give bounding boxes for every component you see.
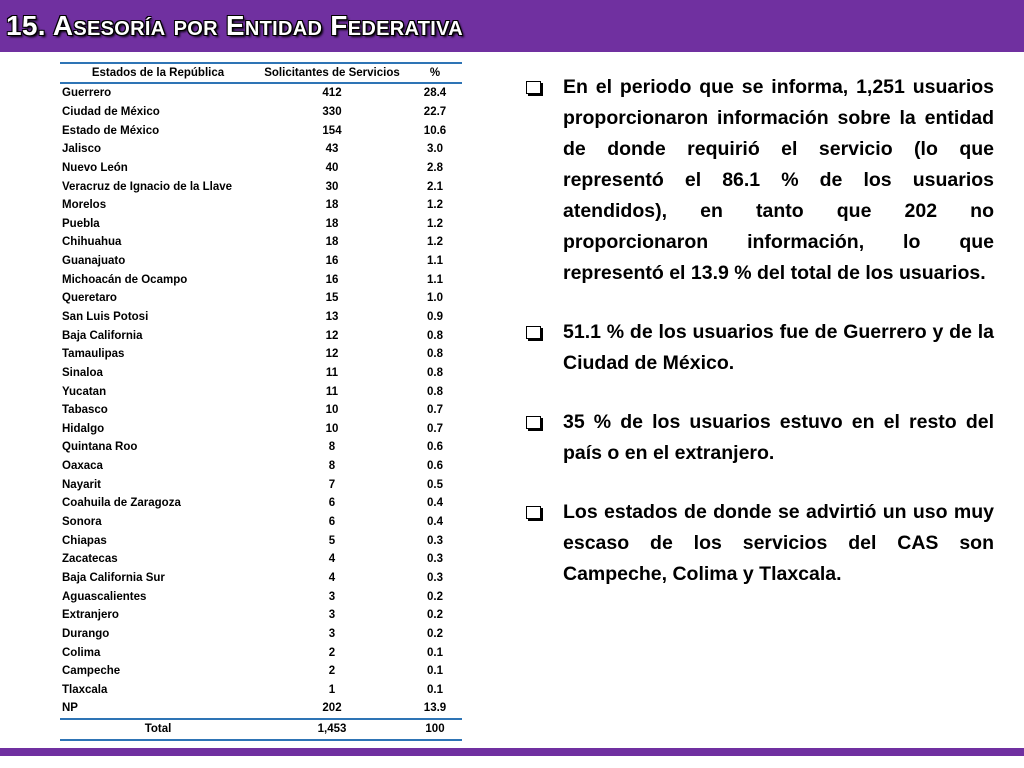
percent-cell: 1.0 xyxy=(427,292,443,305)
requesters-cell: 10 xyxy=(325,422,339,435)
percent-cell: 0.6 xyxy=(427,460,443,473)
state-name-cell: Nuevo León xyxy=(62,161,128,174)
requesters-cell: 412 xyxy=(322,87,342,100)
requesters-cell: 6 xyxy=(328,516,336,529)
bullet-text: En el periodo que se informa, 1,251 usuarios proporcionaron información sobre la entidad de donde requirió el servicio (lo que representó el 86.1 % de los usuarios atendidos), en tanto que 202 no proporcionaron información, lo que representó el 13.9 % del total de los usuarios. xyxy=(563,76,994,284)
requesters-cell: 16 xyxy=(325,273,339,286)
percent-cell: 0.3 xyxy=(427,571,443,584)
table-row xyxy=(60,382,462,401)
requesters-cell: 12 xyxy=(325,348,339,361)
requesters-cell: 4 xyxy=(328,571,336,584)
state-name-cell: Tlaxcala xyxy=(62,683,108,696)
state-name-cell: Oaxaca xyxy=(62,460,103,473)
percent-cell: 0.7 xyxy=(427,404,443,417)
percent-cell: 1.1 xyxy=(427,255,443,268)
requesters-cell: 202 xyxy=(322,702,342,715)
requesters-cell: 40 xyxy=(325,161,339,174)
table-row xyxy=(60,513,462,532)
state-name-cell: Michoacán de Ocampo xyxy=(62,273,188,286)
percent-cell: 2.1 xyxy=(427,180,443,193)
percent-cell: 1.1 xyxy=(427,273,443,286)
state-name-cell: Durango xyxy=(62,627,110,640)
percent-cell: 0.3 xyxy=(427,553,443,566)
table-row xyxy=(60,401,462,420)
table-row xyxy=(60,196,462,215)
state-name-cell: Morelos xyxy=(62,199,107,212)
percent-cell: 1.2 xyxy=(427,217,443,230)
table-row xyxy=(60,457,462,476)
requesters-cell: 11 xyxy=(325,366,339,379)
requesters-cell: 13 xyxy=(325,311,339,323)
table-row xyxy=(60,83,462,103)
table-row xyxy=(60,699,462,719)
percent-cell: 0.8 xyxy=(427,329,443,342)
percent-cell: 0.2 xyxy=(427,590,443,603)
percent-cell: 28.4 xyxy=(423,87,447,100)
table-row xyxy=(60,494,462,513)
requesters-cell: 4 xyxy=(328,553,336,566)
states-table xyxy=(60,62,462,741)
state-name-cell: Estado de México xyxy=(62,124,160,137)
table-row xyxy=(60,103,462,122)
percent-cell: 22.7 xyxy=(423,105,447,118)
percent-cell: 0.7 xyxy=(427,422,443,435)
bullet-text: 35 % de los usuarios estuvo en el resto del país o en el extranjero. xyxy=(563,411,994,464)
percent-cell: 0.2 xyxy=(427,627,443,640)
checkbox-bullet-icon xyxy=(526,506,541,519)
title-bar xyxy=(0,0,1024,52)
table-row xyxy=(60,625,462,644)
table-header-row xyxy=(60,63,462,83)
table-row xyxy=(60,643,462,662)
table-row xyxy=(60,326,462,345)
table-row xyxy=(60,233,462,252)
table-row xyxy=(60,121,462,140)
state-name-cell: Baja California Sur xyxy=(62,571,165,584)
requesters-cell: 2 xyxy=(328,665,336,678)
bullet-item xyxy=(526,407,994,469)
total-percent: 100 xyxy=(408,719,462,740)
requesters-cell: 1 xyxy=(328,683,336,696)
column-header-percent: % xyxy=(408,63,462,83)
state-name-cell: Sinaloa xyxy=(62,366,103,379)
requesters-cell: 3 xyxy=(328,590,336,603)
state-name-cell: Jalisco xyxy=(62,143,101,156)
percent-cell: 0.2 xyxy=(427,609,443,622)
percent-cell: 2.8 xyxy=(427,161,443,174)
percent-cell: 0.4 xyxy=(427,516,443,529)
bullet-item xyxy=(526,317,994,379)
table-row xyxy=(60,569,462,588)
total-label: Total xyxy=(60,719,256,740)
state-name-cell: Yucatan xyxy=(62,385,107,398)
percent-cell: 0.8 xyxy=(427,348,443,361)
bullet-list xyxy=(526,72,994,618)
percent-cell: 0.6 xyxy=(427,441,443,454)
checkbox-bullet-icon xyxy=(526,416,541,429)
requesters-cell: 10 xyxy=(325,404,339,417)
column-header-state: Estados de la República xyxy=(60,63,256,83)
state-name-cell: Extranjero xyxy=(62,609,119,622)
state-name-cell: Baja California xyxy=(62,329,143,342)
requesters-cell: 18 xyxy=(325,217,339,230)
bullet-item xyxy=(526,497,994,590)
percent-cell: 0.1 xyxy=(427,683,443,696)
table-row xyxy=(60,270,462,289)
checkbox-bullet-icon xyxy=(526,326,541,339)
state-name-cell: Queretaro xyxy=(62,292,117,305)
percent-cell: 1.2 xyxy=(427,199,443,212)
requesters-cell: 7 xyxy=(328,478,336,491)
requesters-cell: 12 xyxy=(325,329,339,342)
table-row xyxy=(60,438,462,457)
table-row xyxy=(60,214,462,233)
requesters-cell: 18 xyxy=(325,236,339,249)
bullet-item xyxy=(526,72,994,289)
requesters-cell: 154 xyxy=(322,124,342,137)
percent-cell: 0.3 xyxy=(427,534,443,547)
percent-cell: 10.6 xyxy=(423,124,447,137)
percent-cell: 0.8 xyxy=(427,385,443,398)
requesters-cell: 6 xyxy=(328,497,336,510)
state-name-cell: Campeche xyxy=(62,665,121,678)
table-row xyxy=(60,662,462,681)
table-row xyxy=(60,159,462,178)
state-name-cell: Nayarit xyxy=(62,478,101,491)
page-title: 15. Asesoría por Entidad Federativa xyxy=(6,10,464,41)
table-row xyxy=(60,345,462,364)
state-name-cell: Zacatecas xyxy=(62,553,118,566)
state-name-cell: Guanajuato xyxy=(62,255,126,268)
requesters-cell: 15 xyxy=(325,292,339,305)
state-name-cell: Veracruz de Ignacio de la Llave xyxy=(62,180,233,193)
table-row xyxy=(60,681,462,700)
table-row xyxy=(60,364,462,383)
state-name-cell: Tabasco xyxy=(62,404,108,417)
states-table-container xyxy=(60,62,462,741)
percent-cell: 1.2 xyxy=(427,236,443,249)
table-row xyxy=(60,177,462,196)
state-name-cell: Colima xyxy=(62,646,101,659)
requesters-cell: 16 xyxy=(325,255,339,268)
table-row xyxy=(60,531,462,550)
bullet-text: 51.1 % de los usuarios fue de Guerrero y de la Ciudad de México. xyxy=(563,321,994,374)
requesters-cell: 8 xyxy=(328,441,336,454)
requesters-cell: 11 xyxy=(325,385,339,398)
table-row xyxy=(60,420,462,439)
requesters-cell: 30 xyxy=(325,180,339,193)
state-name-cell: Coahuila de Zaragoza xyxy=(62,497,181,510)
bottom-bar xyxy=(0,748,1024,756)
state-name-cell: Chihuahua xyxy=(62,236,122,249)
table-total-row xyxy=(60,719,462,740)
state-name-cell: Guerrero xyxy=(62,87,112,100)
total-count: 1,453 xyxy=(256,719,408,740)
percent-cell: 0.1 xyxy=(427,665,443,678)
state-name-cell: Hidalgo xyxy=(62,422,105,435)
column-header-requesters: Solicitantes de Servicios xyxy=(256,63,408,83)
table-row xyxy=(60,308,462,327)
state-name-cell: Chiapas xyxy=(62,534,107,547)
bullet-text: Los estados de donde se advirtió un uso muy escaso de los servicios del CAS son Campeche, Colima y Tlaxcala. xyxy=(563,501,994,585)
requesters-cell: 8 xyxy=(328,460,336,473)
checkbox-bullet-icon xyxy=(526,81,541,94)
requesters-cell: 5 xyxy=(328,534,336,547)
requesters-cell: 330 xyxy=(322,105,342,118)
state-name-cell: Aguascalientes xyxy=(62,590,147,603)
table-row xyxy=(60,475,462,494)
percent-cell: 3.0 xyxy=(427,143,443,156)
requesters-cell: 18 xyxy=(325,199,339,212)
state-name-cell: NP xyxy=(62,702,78,715)
percent-cell: 0.5 xyxy=(427,478,443,491)
state-name-cell: Puebla xyxy=(62,217,100,230)
percent-cell: 0.9 xyxy=(427,311,443,323)
requesters-cell: 3 xyxy=(328,627,336,640)
state-name-cell: San Luis Potosi xyxy=(62,311,149,323)
requesters-cell: 3 xyxy=(328,609,336,622)
percent-cell: 13.9 xyxy=(423,702,447,715)
table-row xyxy=(60,140,462,159)
table-row xyxy=(60,587,462,606)
percent-cell: 0.1 xyxy=(427,646,443,659)
percent-cell: 0.4 xyxy=(427,497,443,510)
requesters-cell: 43 xyxy=(325,143,339,156)
state-name-cell: Ciudad de México xyxy=(62,105,160,118)
table-body xyxy=(60,83,462,719)
table-row xyxy=(60,252,462,271)
table-row xyxy=(60,606,462,625)
requesters-cell: 2 xyxy=(328,646,336,659)
table-row xyxy=(60,289,462,308)
state-name-cell: Sonora xyxy=(62,516,102,529)
percent-cell: 0.8 xyxy=(427,366,443,379)
table-row xyxy=(60,550,462,569)
state-name-cell: Tamaulipas xyxy=(62,348,125,361)
state-name-cell: Quintana Roo xyxy=(62,441,138,454)
